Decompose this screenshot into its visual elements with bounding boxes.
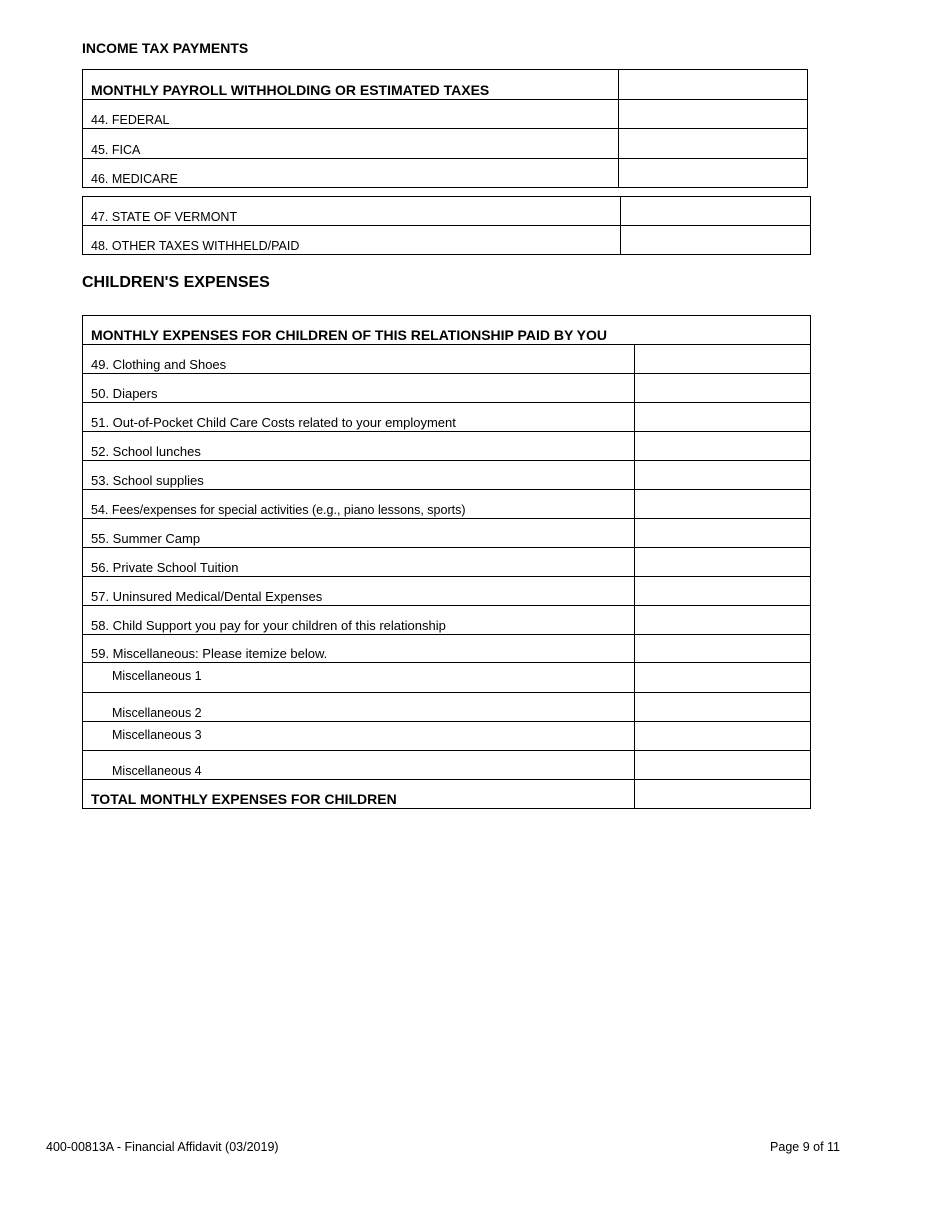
table-row: [83, 159, 808, 188]
uninsured-medical-field[interactable]: [635, 590, 810, 605]
diapers-label: 50. Diapers: [83, 374, 635, 403]
uninsured-medical-cell: [635, 577, 811, 606]
table-row: [83, 403, 811, 432]
child-support-field[interactable]: [635, 619, 810, 634]
children-expenses-header: MONTHLY EXPENSES FOR CHILDREN OF THIS RELATIONSHIP PAID BY YOU: [83, 316, 811, 345]
special-activities-field[interactable]: [635, 503, 810, 518]
state-of-vermont-cell: [621, 197, 811, 226]
federal-field[interactable]: [619, 113, 807, 128]
misc-4-cell: [635, 751, 811, 780]
summer-camp-label: 55. Summer Camp: [83, 519, 635, 548]
miscellaneous-label: 59. Miscellaneous: Please itemize below.: [83, 635, 635, 663]
fica-field[interactable]: [619, 143, 807, 158]
misc-4-label: Miscellaneous 4: [83, 751, 635, 780]
children-expenses-table: [82, 315, 811, 809]
misc-4-field[interactable]: [635, 764, 810, 779]
other-taxes-label: 48. OTHER TAXES WITHHELD/PAID: [83, 226, 621, 255]
school-lunches-label: 52. School lunches: [83, 432, 635, 461]
uninsured-medical-label: 57. Uninsured Medical/Dental Expenses: [83, 577, 635, 606]
table-row: [83, 548, 811, 577]
table-total-row: [83, 780, 811, 809]
federal-cell: [619, 100, 808, 129]
table-row: [83, 461, 811, 490]
page-number-footer: Page 9 of 11: [770, 1140, 840, 1154]
total-children-expenses-label: TOTAL MONTHLY EXPENSES FOR CHILDREN: [83, 780, 635, 809]
special-activities-label: 54. Fees/expenses for special activities (e.g., piano lessons, sports): [83, 490, 635, 519]
payroll-taxes-table: [82, 69, 808, 188]
child-support-label: 58. Child Support you pay for your children of this relationship: [83, 606, 635, 635]
diapers-field[interactable]: [635, 387, 810, 402]
income-tax-heading: INCOME TAX PAYMENTS: [82, 40, 249, 56]
misc-1-label: Miscellaneous 1: [83, 663, 635, 693]
table-row: [83, 635, 811, 663]
state-of-vermont-label: 47. STATE OF VERMONT: [83, 197, 621, 226]
private-school-label: 56. Private School Tuition: [83, 548, 635, 577]
table-header-row: [83, 316, 811, 345]
payroll-taxes-header: MONTHLY PAYROLL WITHHOLDING OR ESTIMATED TAXES: [83, 70, 619, 100]
school-supplies-field[interactable]: [635, 474, 810, 489]
medicare-cell: [619, 159, 808, 188]
header-blank-cell: [619, 70, 808, 100]
fica-label: 45. FICA: [83, 129, 619, 159]
table-row: [83, 197, 811, 226]
table-row: [83, 519, 811, 548]
misc-3-cell: [635, 722, 811, 751]
table-row: [83, 100, 808, 129]
fica-cell: [619, 129, 808, 159]
clothing-cell: [635, 345, 811, 374]
summer-camp-cell: [635, 519, 811, 548]
private-school-cell: [635, 548, 811, 577]
special-activities-cell: [635, 490, 811, 519]
misc-1-cell: [635, 663, 811, 693]
misc-1-field[interactable]: [635, 677, 810, 692]
table-row: [83, 490, 811, 519]
school-supplies-label: 53. School supplies: [83, 461, 635, 490]
miscellaneous-field[interactable]: [635, 647, 810, 662]
table-row: [83, 577, 811, 606]
child-care-field[interactable]: [635, 416, 810, 431]
school-lunches-field[interactable]: [635, 445, 810, 460]
diapers-cell: [635, 374, 811, 403]
childrens-expenses-heading: CHILDREN'S EXPENSES: [82, 274, 270, 291]
miscellaneous-cell: [635, 635, 811, 663]
misc-3-label: Miscellaneous 3: [83, 722, 635, 751]
school-lunches-cell: [635, 432, 811, 461]
table-row: [83, 432, 811, 461]
child-care-cell: [635, 403, 811, 432]
table-row: [83, 374, 811, 403]
form-id-footer: 400-00813A - Financial Affidavit (03/2019): [46, 1140, 279, 1154]
summer-camp-field[interactable]: [635, 532, 810, 547]
table-row: [83, 722, 811, 751]
child-care-label: 51. Out-of-Pocket Child Care Costs related to your employment: [83, 403, 635, 432]
school-supplies-cell: [635, 461, 811, 490]
private-school-field[interactable]: [635, 561, 810, 576]
child-support-cell: [635, 606, 811, 635]
table-row: [83, 663, 811, 693]
table-row: [83, 751, 811, 780]
misc-2-label: Miscellaneous 2: [83, 693, 635, 722]
table-header-row: [83, 70, 808, 100]
clothing-label: 49. Clothing and Shoes: [83, 345, 635, 374]
total-children-expenses-cell: [635, 780, 811, 809]
other-taxes-field[interactable]: [621, 239, 810, 254]
other-taxes-table: [82, 196, 811, 255]
table-row: [83, 606, 811, 635]
other-taxes-cell: [621, 226, 811, 255]
medicare-field[interactable]: [619, 172, 807, 187]
misc-2-cell: [635, 693, 811, 722]
misc-2-field[interactable]: [635, 706, 810, 721]
federal-label: 44. FEDERAL: [83, 100, 619, 129]
total-children-expenses-field[interactable]: [635, 793, 810, 808]
table-row: [83, 345, 811, 374]
table-row: [83, 693, 811, 722]
clothing-field[interactable]: [635, 358, 810, 373]
table-row: [83, 129, 808, 159]
medicare-label: 46. MEDICARE: [83, 159, 619, 188]
state-of-vermont-field[interactable]: [621, 210, 810, 225]
misc-3-field[interactable]: [635, 735, 810, 750]
table-row: [83, 226, 811, 255]
